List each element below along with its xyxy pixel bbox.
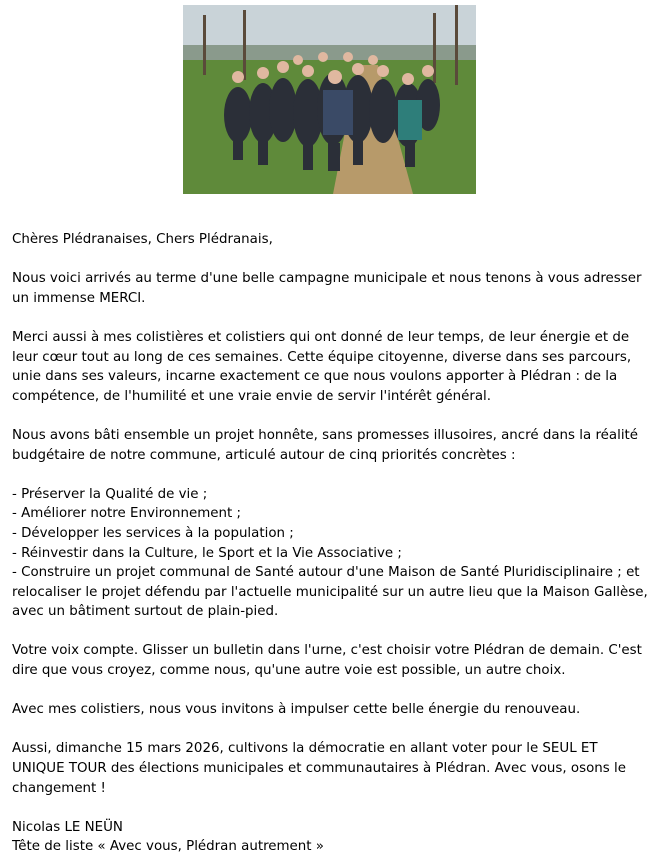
signature-title: Tête de liste « Avec vous, Plédran autrement » xyxy=(12,839,324,855)
campaign-letter xyxy=(12,230,652,857)
paragraph: Avec mes colistiers, nous vous invitons à impulser cette belle énergie du renouveau. xyxy=(12,702,581,718)
paragraph: Votre voix compte. Glisser un bulletin dans l'urne, c'est choisir votre Plédran de demain. C'est dire que vous croyez, comme nous, qu'une autre voie est possible, un autre choix. xyxy=(12,643,642,679)
signature-name: Nicolas LE NEÜN xyxy=(12,819,123,835)
priority-item: - Préserver la Qualité de vie ; xyxy=(12,486,208,502)
priority-item: - Construire un projet communal de Santé autour d'une Maison de Santé Pluridisciplinaire ; et relocaliser le projet défendu par l'actuelle municipalité sur un autre lieu que la Maison Gallèse, avec un bâtiment surtout de plain-pied. xyxy=(12,565,648,620)
paragraph: Nous avons bâti ensemble un projet honnête, sans promesses illusoires, ancré dans la réalité budgétaire de notre commune, articulé autour de cinq priorités concrètes : xyxy=(12,427,639,463)
team-photo-illustration xyxy=(183,5,476,194)
signature xyxy=(12,818,652,857)
paragraph: Merci aussi à mes colistières et colistiers qui ont donné de leur temps, de leur énergie et de leur cœur tout au long de ces semaines. Cette équipe citoyenne, diverse dans ses parcours, unie dans ses valeurs, incarne exactement ce que nous voulons apporter à Plédran : de la compétence, de l'humilité et une vraie envie de servir l'intérêt général. xyxy=(12,329,632,404)
greeting: Chères Plédranaises, Chers Plédranais, xyxy=(12,232,273,247)
paragraph: Nous voici arrivés au terme d'une belle campagne municipale et nous tenons à vous adresser un immense MERCI. xyxy=(12,271,642,306)
team-photo xyxy=(183,5,476,194)
priority-item: - Réinvestir dans la Culture, le Sport et la Vie Associative ; xyxy=(12,545,402,561)
priority-item: - Améliorer notre Environnement ; xyxy=(12,506,242,522)
priorities-list xyxy=(12,485,652,622)
priority-item: - Développer les services à la population ; xyxy=(12,525,294,541)
paragraph: Aussi, dimanche 15 mars 2026, cultivons la démocratie en allant voter pour le SEUL ET UNIQUE TOUR des élections municipales et communautaires à Plédran. Avec vous, osons le changement ! xyxy=(12,741,626,796)
